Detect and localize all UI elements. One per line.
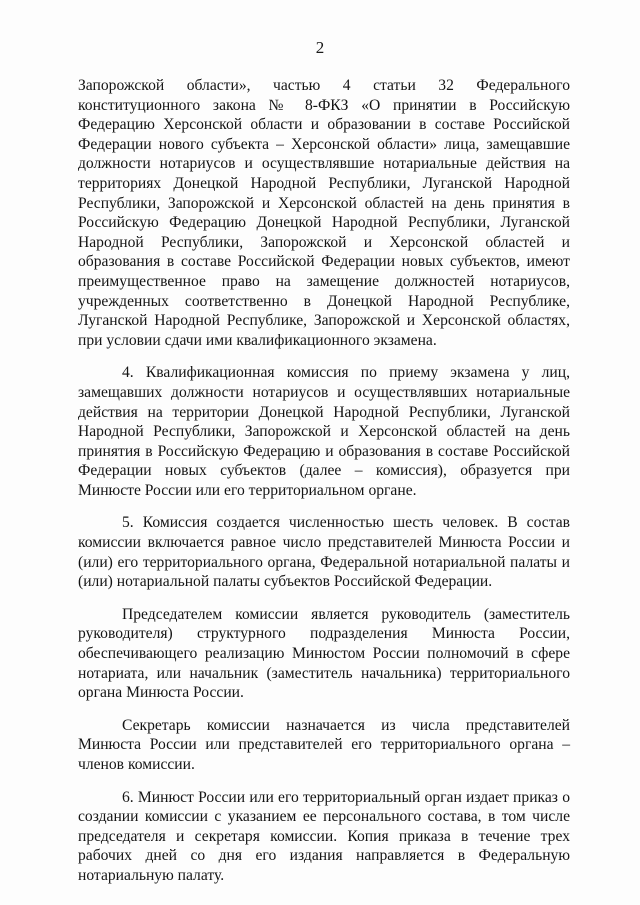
document-body — [78, 76, 570, 886]
paragraph-continuation: Запорожской области», частью 4 статьи 32 Федерального конституционного закона № 8-ФКЗ «О принятии в Российскую Федерацию Херсонской области и образовании в составе Российской Федерации нового субъекта – Херсонской области» лица, замещавшие должности нотариусов и осуществлявшие нотариальные действия на территориях Донецкой Народной Республики, Луганской Народной Республики, Запорожской и Херсонской областей на день принятия в Российскую Федерацию Донецкой Народной Республики, Луганской Народной Республики, Запорожской и Херсонской областей и образования в составе Российской Федерации новых субъектов, имеют преимущественное право на замещение должностей нотариусов, учрежденных соответственно в Донецкой Народной Республике, Луганской Народной Республике, Запорожской и Херсонской областях, при условии сдачи ими квалификационного экзамена. — [78, 77, 570, 349]
paragraph-item-6: 6. Минюст России или его территориальный орган издает приказ о создании комиссии с указанием ее персонального состава, в том числе председателя и секретаря комиссии. Копия приказа в течение трех рабочих дней со дня его издания направляется в Федеральную нотариальную палату. — [78, 788, 570, 884]
paragraph-item-5: 5. Комиссия создается численностью шесть человек. В состав комиссии включается равное число представителей Минюста России и (или) его территориального органа, Федеральной нотариальной палаты и (или) нотариальной палаты субъектов Российской Федерации. — [78, 514, 570, 591]
paragraph-secretary: Секретарь комиссии назначается из числа представителей Минюста России или представителей его территориального органа – членов комиссии. — [78, 716, 570, 773]
paragraph-item-4: 4. Квалификационная комиссия по приему экзамена у лиц, замещавших должности нотариусов и осуществлявших нотариальные действия на территории Донецкой Народной Республики, Луганской Народной Республики, Запорожской и Херсонской областей на день принятия в Российскую Федерацию и образования в составе Российской Федерации новых субъектов (далее – комиссия), образуется при Минюсте России или его территориальном органе. — [78, 364, 570, 499]
paragraph-chairman: Председателем комиссии является руководитель (заместитель руководителя) структурного подразделения Минюста России, обеспечивающего реализацию Минюстом России полномочий в сфере нотариата, или начальник (заместитель начальника) территориального органа Минюста России. — [78, 605, 570, 702]
page-number: 2 — [315, 38, 325, 57]
